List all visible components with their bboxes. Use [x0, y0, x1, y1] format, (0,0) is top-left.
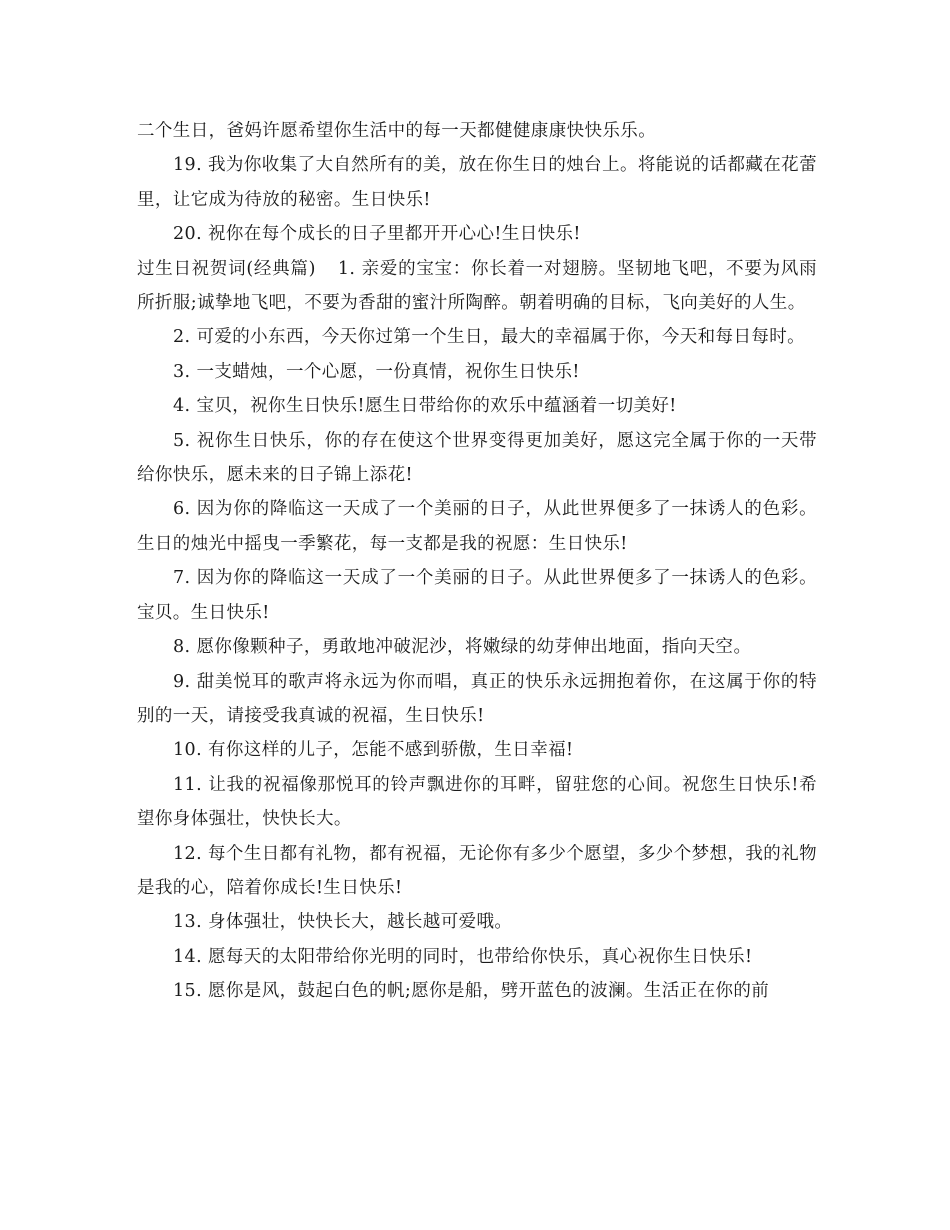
paragraph-item-15: 15. 愿你是风，鼓起白色的帆;愿你是船，劈开蓝色的波澜。生活正在你的前 — [173, 981, 770, 1002]
paragraph-item-3: 3. 一支蜡烛，一个心愿，一份真情，祝你生日快乐! — [173, 361, 580, 382]
paragraph-item-14: 14. 愿每天的太阳带给你光明的同时，也带给你快乐，真心祝你生日快乐! — [173, 946, 753, 967]
paragraph-item-12: 12. 每个生日都有礼物，都有祝福，无论你有多少个愿望，多少个梦想，我的礼物是我的心，陪着你成长!生日快乐! — [137, 843, 817, 898]
paragraph-item-5: 5. 祝你生日快乐，你的存在使这个世界变得更加美好，愿这完全属于你的一天带给你快乐，愿未来的日子锦上添花! — [137, 430, 817, 486]
paragraph-continuation: 二个生日，爸妈许愿希望你生活中的每一天都健健康康快快乐乐。 — [137, 121, 657, 141]
paragraph-item-1: 1. 亲爱的宝宝：你长着一对翅膀。坚韧地飞吧，不要为风雨所折服;诚挚地飞吧，不要为香甜的蜜汁所陶醉。朝着明确的目标，飞向美好的人生。 — [137, 258, 817, 314]
paragraph-item-4: 4. 宝贝，祝你生日快乐!愿生日带给你的欢乐中蕴涵着一切美好! — [173, 396, 677, 417]
paragraph-item-8: 8. 愿你像颗种子，勇敢地冲破泥沙，将嫩绿的幼芽伸出地面，指向天空。 — [173, 637, 752, 658]
section-paragraph — [137, 252, 817, 321]
paragraph-item-9: 9. 甜美悦耳的歌声将永远为你而唱，真正的快乐永远拥抱着你，在这属于你的特别的一天，请接受我真诚的祝福，生日快乐! — [137, 671, 817, 726]
paragraph-item-13: 13. 身体强壮，快快长大，越长越可爱哦。 — [173, 912, 513, 933]
paragraph-item-11: 11. 让我的祝福像那悦耳的铃声飘进你的耳畔，留驻您的心间。祝您生日快乐!希望你身体强壮，快快长大。 — [137, 774, 817, 830]
paragraph-item-7: 7. 因为你的降临这一天成了一个美丽的日子。从此世界便多了一抹诱人的色彩。宝贝。生日快乐! — [137, 568, 817, 623]
paragraph-item-10: 10. 有你这样的儿子，怎能不感到骄傲，生日幸福! — [173, 740, 574, 761]
paragraph-item-6: 6. 因为你的降临这一天成了一个美丽的日子，从此世界便多了一抹诱人的色彩。生日的烛光中摇曳一季繁花，每一支都是我的祝愿：生日快乐! — [137, 499, 817, 554]
section-heading: 过生日祝贺词(经典篇) — [137, 258, 316, 279]
paragraph-item-19: 19. 我为你收集了大自然所有的美，放在你生日的烛台上。将能说的话都藏在花蕾里，让它成为待放的秘密。生日快乐! — [137, 155, 817, 210]
document-body — [137, 114, 817, 1009]
paragraph-item-20: 20. 祝你在每个成长的日子里都开开心心!生日快乐! — [173, 224, 581, 245]
paragraph-item-2: 2. 可爱的小东西，今天你过第一个生日，最大的幸福属于你，今天和每日每时。 — [173, 327, 806, 348]
